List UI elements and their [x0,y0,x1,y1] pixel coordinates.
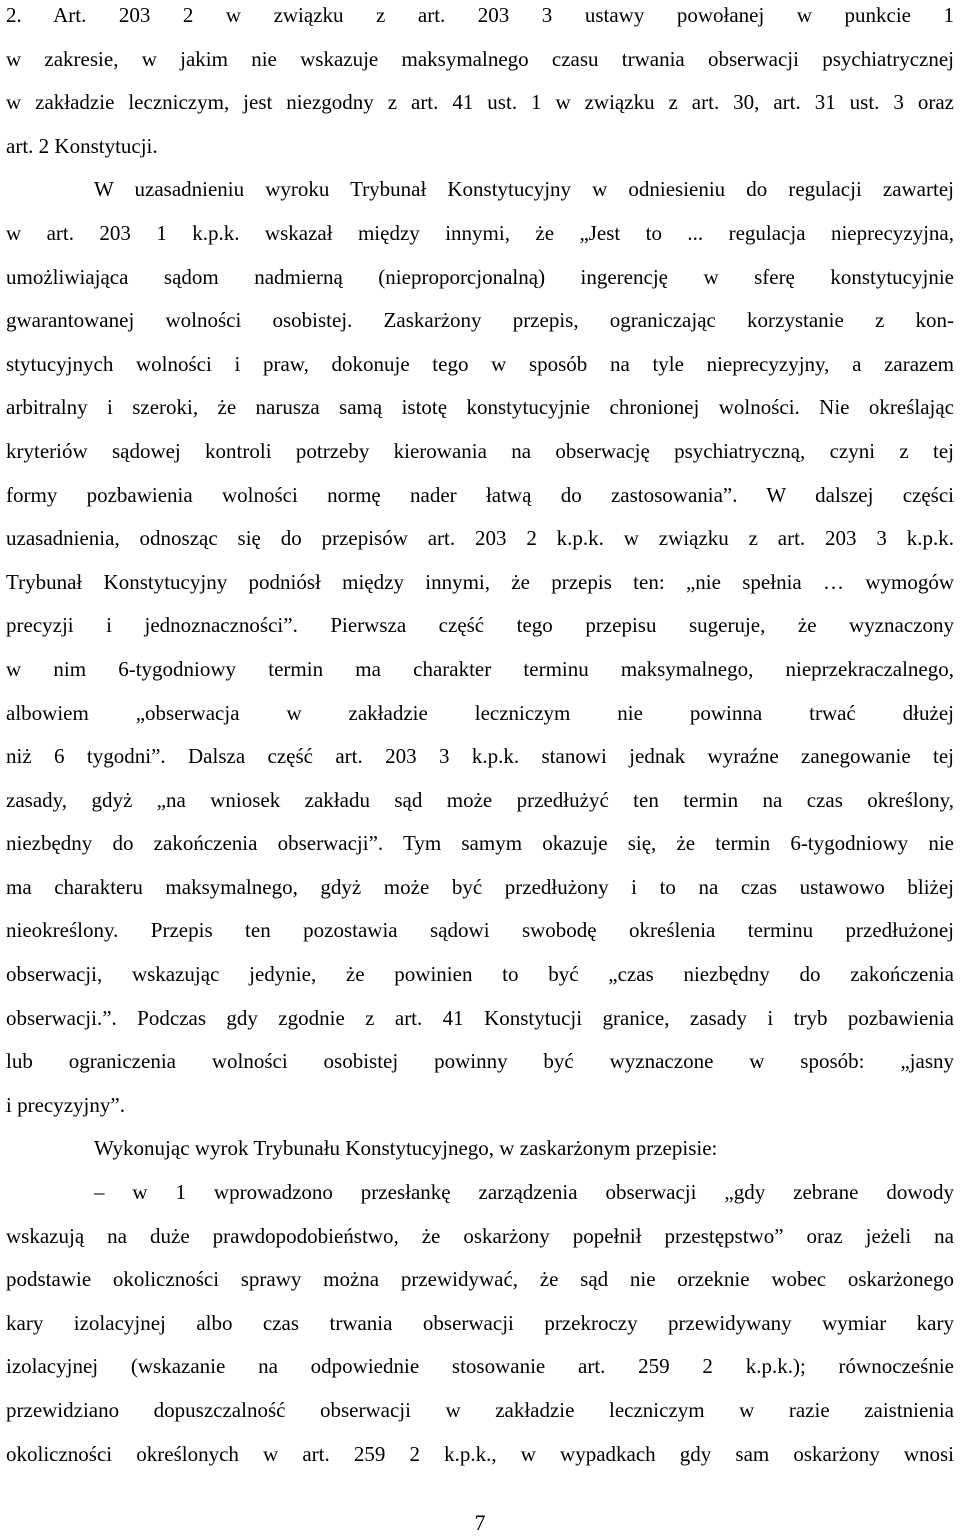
text-line [6,1395,954,1439]
text-line [6,654,954,698]
text-line [6,915,954,959]
text-line-content: Trybunał Konstytucyjny podniósł między innymi, że przepis ten: „nie spełnia … wymogów [6,569,954,594]
text-line-content: nieokreślony. Przepis ten pozostawia sądowi swobodę określenia terminu przedłużonej [6,918,954,943]
text-line [6,1264,954,1308]
text-line [6,218,954,262]
page-number: 7 [474,1510,486,1535]
text-line-content: arbitralny i szeroki, że narusza samą istotę konstytucyjnie chronionej wolności. Nie określając [6,395,954,420]
text-line [6,44,954,88]
text-line [6,131,954,175]
text-line [6,959,954,1003]
text-line-content: w art. 203 1 k.p.k. wskazał między innymi, że „Jest to ... regulacja nieprecyzyjna, [6,220,954,245]
text-line-content: podstawie okoliczności sprawy można przewidywać, że sąd nie orzeknie wobec oskarżonego [6,1267,954,1292]
text-line [6,174,954,218]
text-line-content: albowiem „obserwacja w zakładzie leczniczym nie powinna trwać dłużej [6,700,954,725]
text-line-content: obserwacji.”. Podczas gdy zgodnie z art. 41 Konstytucji granice, zasady i tryb pozbawienia [6,1005,954,1030]
text-line-content: lub ograniczenia wolności osobistej powinny być wyznaczone w sposób: „jasny [6,1049,954,1074]
text-line-content: stytucyjnych wolności i praw, dokonuje tego w sposób na tyle nieprecyzyjny, a zarazem [6,351,954,376]
text-line [6,87,954,131]
text-line [6,1046,954,1090]
text-line-content: niezbędny do zakończenia obserwacji”. Tym samym okazuje się, że termin 6-tygodniowy nie [6,831,954,856]
text-line [6,1308,954,1352]
text-line [6,392,954,436]
text-line [6,436,954,480]
text-line-content: kryteriów sądowej kontroli potrzeby kierowania na obserwację psychiatryczną, czyni z tej [6,438,954,463]
text-line [6,872,954,916]
text-line-content: w zakresie, w jakim nie wskazuje maksymalnego czasu trwania obserwacji psychiatrycznej [6,46,954,71]
text-line-content: umożliwiająca sądom nadmierną (nieproporcjonalną) ingerencję w sferę konstytucyjnie [6,264,954,289]
text-line-content: okoliczności określonych w art. 259 2 k.p.k., w wypadkach gdy sam oskarżony wnosi [6,1441,954,1466]
text-line [6,305,954,349]
text-line-content: izolacyjnej (wskazanie na odpowiednie stosowanie art. 259 2 k.p.k.); równocześnie [6,1354,954,1379]
text-line-content: wskazują na duże prawdopodobieństwo, że oskarżony popełnił przestępstwo” oraz jeżeli na [6,1223,954,1248]
text-line [6,523,954,567]
text-line [6,828,954,872]
text-line-content: ma charakteru maksymalnego, gdyż może być przedłużony i to na czas ustawowo bliżej [6,874,954,899]
text-line-content: gwarantowanej wolności osobistej. Zaskarżony przepis, ograniczając korzystanie z kon- [6,308,954,333]
text-line-content: 2. Art. 203 2 w związku z art. 203 3 ustawy powołanej w punkcie 1 [6,3,954,27]
text-line-content: niż 6 tygodni”. Dalsza część art. 203 3 k.p.k. stanowi jednak wyraźne zanegowanie tej [6,744,954,769]
text-line [6,349,954,393]
text-line [6,567,954,611]
text-line [6,262,954,306]
text-line-content: obserwacji, wskazując jedynie, że powinien to być „czas niezbędny do zakończenia [6,962,954,987]
text-line [6,0,954,44]
text-line [6,1351,954,1395]
text-line [6,480,954,524]
text-line [6,1090,954,1134]
text-line-content: i precyzyjny”. [6,1092,125,1117]
text-line [6,1221,954,1265]
text-line-content: precyzji i jednoznaczności”. Pierwsza część tego przepisu sugeruje, że wyznaczony [6,613,954,638]
text-line [6,1003,954,1047]
text-line [6,785,954,829]
text-line-content: art. 2 Konstytucji. [6,133,158,158]
text-line-content: formy pozbawienia wolności normę nader łatwą do zastosowania”. W dalszej części [6,482,954,507]
text-line [6,1177,954,1221]
text-line [6,698,954,742]
text-line-content: W uzasadnieniu wyroku Trybunał Konstytucyjny w odniesieniu do regulacji zawartej [94,177,954,202]
text-line-content: przewidziano dopuszczalność obserwacji w zakładzie leczniczym w razie zaistnienia [6,1398,954,1422]
text-line-content: – w 1 wprowadzono przesłankę zarządzenia obserwacji „gdy zebrane dowody [94,1180,954,1205]
text-line-content: w zakładzie leczniczym, jest niezgodny z art. 41 ust. 1 w związku z art. 30, art. 31 ust. 3 oraz [6,90,954,115]
body-text [6,0,954,1482]
text-line [6,610,954,654]
text-line-content: uzasadnienia, odnosząc się do przepisów art. 203 2 k.p.k. w związku z art. 203 3 k.p.k. [6,526,954,551]
text-line-content: kary izolacyjnej albo czas trwania obserwacji przekroczy przewidywany wymiar kary [6,1310,954,1335]
text-line [6,741,954,785]
text-line-content: w nim 6-tygodniowy termin ma charakter terminu maksymalnego, nieprzekraczalnego, [6,656,954,681]
text-line-content: Wykonując wyrok Trybunału Konstytucyjnego, w zaskarżonym przepisie: [94,1136,718,1161]
text-line [6,1439,954,1483]
text-line-content: zasady, gdyż „na wniosek zakładu sąd może przedłużyć ten termin na czas określony, [6,787,954,812]
text-line [6,1133,954,1177]
